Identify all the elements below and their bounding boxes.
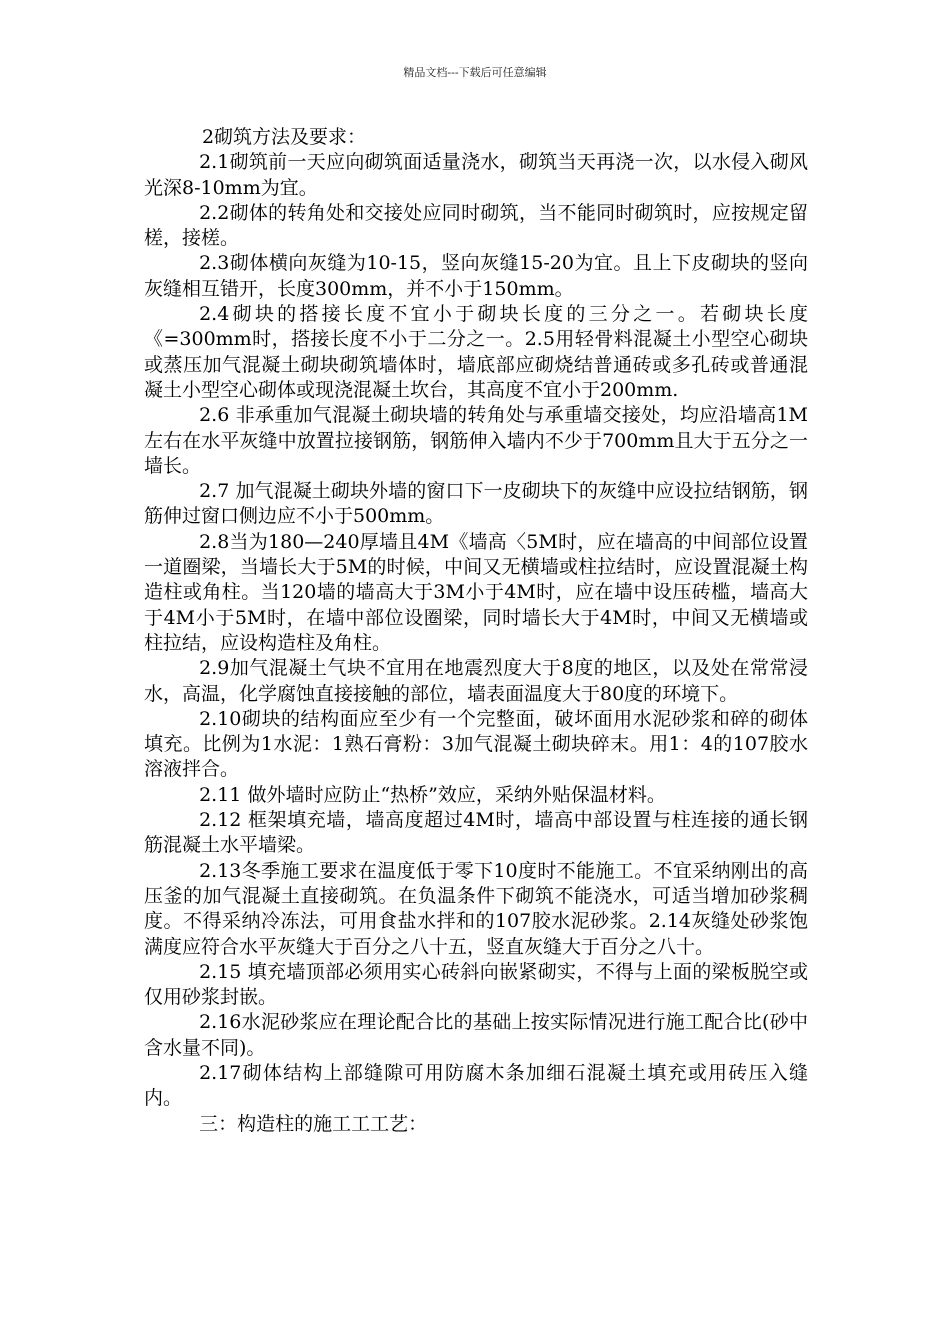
paragraph-2-12: 2.12 框架填充墙，墙高度超过4M时，墙高中部设置与柱连接的通长钢筋混凝土水平墙梁。 — [144, 809, 808, 857]
paragraph-2-2: 2.2砌体的转角处和交接处应同时砌筑，当不能同时砌筑时，应按规定留槎，接槎。 — [144, 201, 808, 250]
paragraph-2-13: 2.13冬季施工要求在温度低于零下10度时不能施工。不宜采纳刚出的高压釜的加气混凝土直接砌筑。在负温条件下砌筑不能浇水，可适当增加砂浆稠度。不得采纳冷冻法，可用食盐水拌和的107胶水泥砂浆。2.14灰缝处砂浆饱满度应符合水平灰缝大于百分之八十五，竖直灰缝大于百分之八十。 — [144, 859, 808, 958]
page-header: 精品文档---下载后可任意编辑 — [403, 66, 547, 79]
paragraph-2-3: 2.3砌体横向灰缝为10-15，竖向灰缝15-20为宜。且上下皮砌块的竖向灰缝相互错开，长度300mm，并不小于150mm。 — [144, 252, 808, 300]
paragraph-2-7: 2.7 加气混凝土砌块外墙的窗口下一皮砌块下的灰缝中应设拉结钢筋，钢筋伸过窗口侧边应不小于500mm。 — [144, 480, 808, 528]
paragraph-2-16: 2.16水泥砂浆应在理论配合比的基础上按实际情况进行施工配合比(砂中含水量不同)。 — [144, 1011, 808, 1059]
section-heading-construction-column: 三：构造柱的施工工工艺： — [199, 1112, 428, 1135]
paragraph-2-9: 2.9加气混凝土气块不宜用在地震烈度大于8度的地区，以及处在常常浸水，高温，化学腐蚀直接接触的部位，墙表面温度大于80度的环境下。 — [144, 657, 808, 705]
paragraph-2-15: 2.15 填充墙顶部必须用实心砖斜向嵌紧砌实，不得与上面的梁板脱空或仅用砂浆封嵌。 — [144, 960, 808, 1009]
paragraph-2-10: 2.10砌块的结构面应至少有一个完整面，破坏面用水泥砂浆和碎的砌体填充。比例为1水泥：1熟石膏粉：3加气混凝土砌块碎末。用1：4的107胶水溶液拌合。 — [144, 707, 808, 781]
paragraph-2-6: 2.6 非承重加气混凝土砌块墙的转角处与承重墙交接处，均应沿墙高1M左右在水平灰缝中放置拉接钢筋，钢筋伸入墙内不少于700mm且大于五分之一墙长。 — [144, 404, 808, 477]
paragraph-2-8: 2.8当为180—240厚墙且4M《墙高〈5M时，应在墙高的中间部位设置一道圈梁，当墙长大于5M的时候，中间又无横墙或柱拉结时，应设置混凝土构造柱或角柱。当120墙的墙高大于3M小于4M时，应在墙中设压砖槛，墙高大于4M小于5M时，在墙中部位设圈梁，同时墙长大于4M时，中间又无横墙或柱拉结，应设构造柱及角柱。 — [144, 530, 808, 654]
paragraph-2-11: 2.11 做外墙时应防止“热桥”效应，采纳外贴保温材料。 — [199, 783, 666, 806]
document-body — [144, 125, 808, 1137]
paragraph-2-17: 2.17砌体结构上部缝隙可用防腐木条加细石混凝土填充或用砖压入缝内。 — [144, 1061, 808, 1110]
paragraph-2-4: 2.4砌块的搭接长度不宜小于砌块长度的三分之一。若砌块长度《=300mm时，搭接长度不小于二分之一。2.5用轻骨料混凝土小型空心砌块或蒸压加气混凝土砌块砌筑墙体时，墙底部应砌烧结普通砖或多孔砖或普通混凝土小型空心砌体或现浇混凝土坎台，其高度不宜小于200mm. — [144, 303, 808, 401]
section-heading: 2砌筑方法及要求： — [201, 126, 367, 148]
paragraph-2-1: 2.1砌筑前一天应向砌筑面适量浇水，砌筑当天再浇一次，以水侵入砌风光深8-10mm为宜。 — [144, 151, 808, 199]
